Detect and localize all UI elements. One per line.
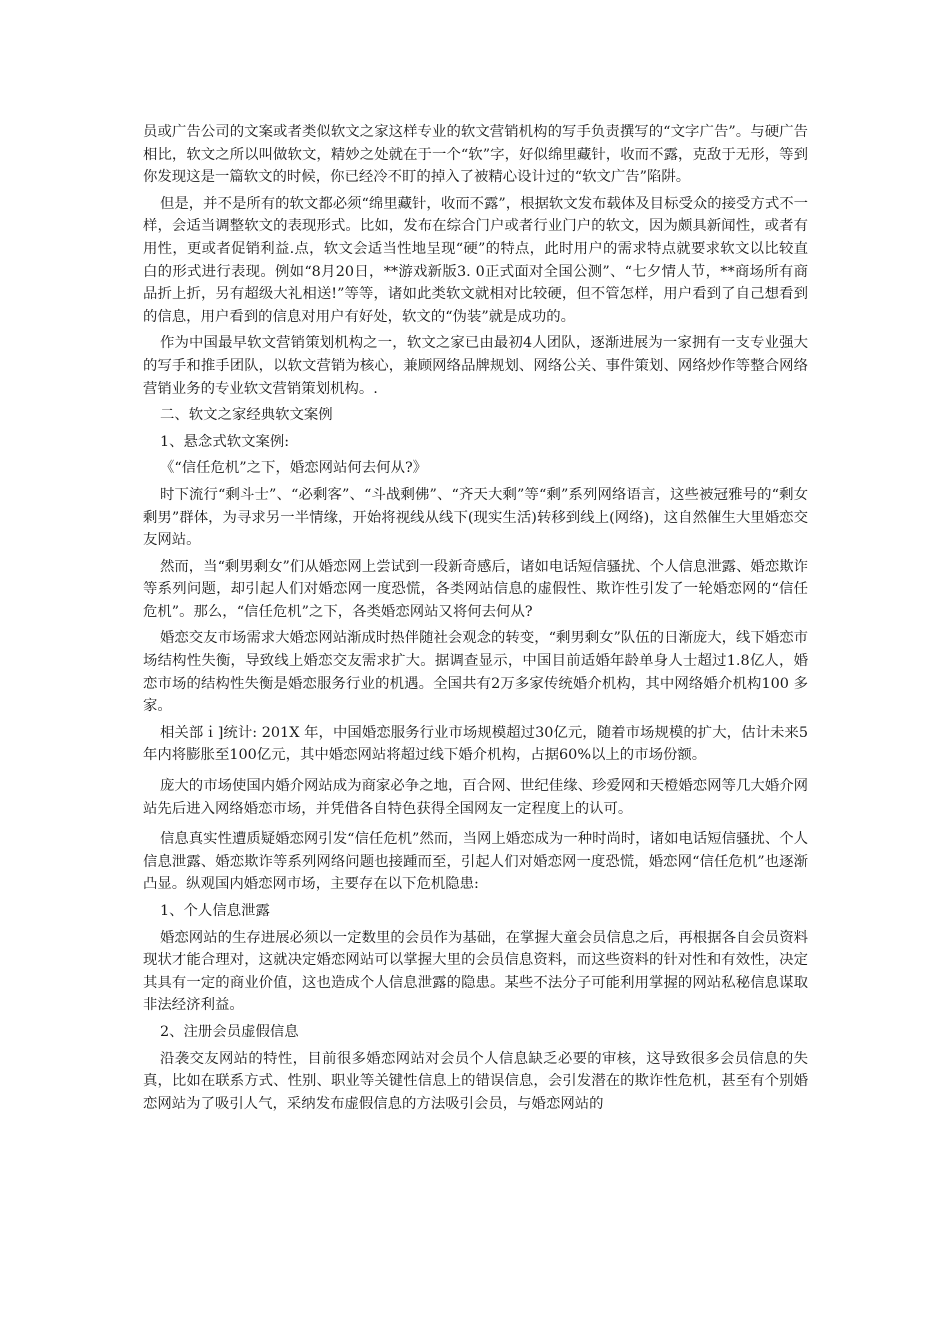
paragraph-leftover-trend: 时下流行“剩斗士”、“必剩客”、“斗战剩佛”、“齐天大剩”等“剩”系列网络语言，这些被冠雅号的“剩女剩男”群体，为寻求另一半情缘，开始将视线从线下(现实生活)转移到线上(网络)，这自然催生大里婚恋交友网站。: [143, 486, 808, 549]
paragraph-trust-crisis: 然而，当“剩男剩女”们从婚恋网上尝试到一段新奇感后，诸如电话短信骚扰、个人信息泄露、婚恋欺诈等系列问题，却引起人们对婚恋网一度恐慌，各类网站信息的虚假性、欺诈性引发了一轮婚恋网的“信任危机”。那么，“信任危机”之下，各类婚恋网站又将何去何从?: [143, 558, 808, 620]
paragraph-market-demand: 婚恋交友市场需求大婚恋网站渐成时热伴随社会观念的转变，“剩男剩女”队伍的日渐庞大，线下婚恋市场结构性失衡，导致线上婚恋交友需求扩大。据调查显示，中国目前适婚年龄单身人士超过1.8亿人，婚恋市场的结构性失衡是婚恋服务行业的机遇。全国共有2万多家传统婚介机构，其中网络婚介机构100 多家。: [143, 630, 808, 715]
paragraph-statistics: 相关部ｉ]统计: 201X 年，中国婚恋服务行业市场规模超过30亿元，随着市场规模的扩大，估计未来5年内将膨胀至100亿元，其中婚恋网站将超过线下婚介机构，占据60%以上的市场份额。: [143, 724, 808, 764]
paragraph-market-competition: 庞大的市场使国内婚介网站成为商家必争之地，百合网、世纪佳缘、珍爱网和天橙婚恋网等几大婚介网站先后进入网络婚恋市场，并凭借各自特色获得全国网友一定程度上的认可。: [143, 778, 808, 817]
article-title: 《“信任危机”之下，婚恋网站何去何从?》: [160, 460, 428, 477]
paragraph-fake-info: 沿袭交友网站的特性，目前很多婚恋网站对会员个人信息缺乏必要的审核，这导致很多会员信息的失真，比如在联系方式、性别、职业等关键性信息上的错误信息，会引发潜在的欺诈性危机，甚至有个别婚恋网站为了吸引人气，采纳发布虚假信息的方法吸引会员，与婚恋网站的: [143, 1050, 808, 1112]
section-heading-cases: 二、软文之家经典软文案例: [160, 407, 333, 424]
subheading-fake-info: 2、注册会员虚假信息: [160, 1023, 299, 1040]
subheading-info-leak: 1、个人信息泄露: [160, 903, 270, 919]
paragraph-authenticity: 信息真实性遭质疑婚恋网引发“信任危机”然而，当网上婚恋成为一种时尚时，诸如电话短信骚扰、个人信息泄露、婚恋欺诈等系列网络问题也接踵而至，引起人们对婚恋网一度恐慌，婚恋网“信任危机”也逐渐凸显。纵观国内婚恋网市场，主要存在以下危机隐患:: [143, 831, 808, 893]
paragraph-intro-continued: 员或广告公司的文案或者类似软文之家这样专业的软文营销机构的写手负责撰写的“文字广告”。与硬广告相比，软文之所以叫做软文，精妙之处就在于一个“软”字，好似绵里藏针，收而不露，克敌于无形，等到你发现这是一篇软文的时候，你已经冷不盯的掉入了被精心设计过的“软文广告”陷阱。: [143, 124, 808, 186]
paragraph-info-leak: 婚恋网站的生存进展必须以一定数里的会员作为基础，在掌握大童会员信息之后，再根据各自会员资料现状才能合理对，这就决定婚恋网站可以掌握大里的会员信息资料，而这些资料的针对性和有效性，决定其具有一定的商业价值，这也造成个人信息泄露的隐患。某些不法分子可能利用掌握的网站私秘信息谋取非法经济利益。: [143, 929, 808, 1014]
paragraph-soft-vs-hard: 但是，并不是所有的软文都必须“绵里藏针，收而不露”，根据软文发布载体及目标受众的接受方式不一样，会适当调整软文的表现形式。比如，发布在综合门户或者行业门户的软文，因为颇具新闻性，或者有用性，更或者促销利益.点，软文会适当性地呈现“硬”的特点，此时用户的需求特点就要求软文以比较直白的形式进行表现。例如“8月20日，**游戏新版3. 0正式面对全国公测”、“七夕情人节，**商场所有商品折上折，另有超级大礼相送!”等等，诸如此类软文就相对比较硬，但不管怎样，用户看到了自己想看到的信息，用户看到的信息对用户有好处，软文的“伪装”就是成功的。: [143, 195, 808, 325]
paragraph-company-intro: 作为中国最早软文营销策划机构之一，软文之家已由最初4人团队，逐渐进展为一家拥有一支专业强大的写手和推手团队，以软文营销为核心，兼顾网络品牌规划、网络公关、事件策划、网络炒作等整合网络营销业务的专业软文营销策划机构。.: [143, 335, 808, 397]
document-body: [143, 121, 808, 1115]
subheading-suspense-case: 1、悬念式软文案例:: [160, 433, 290, 450]
